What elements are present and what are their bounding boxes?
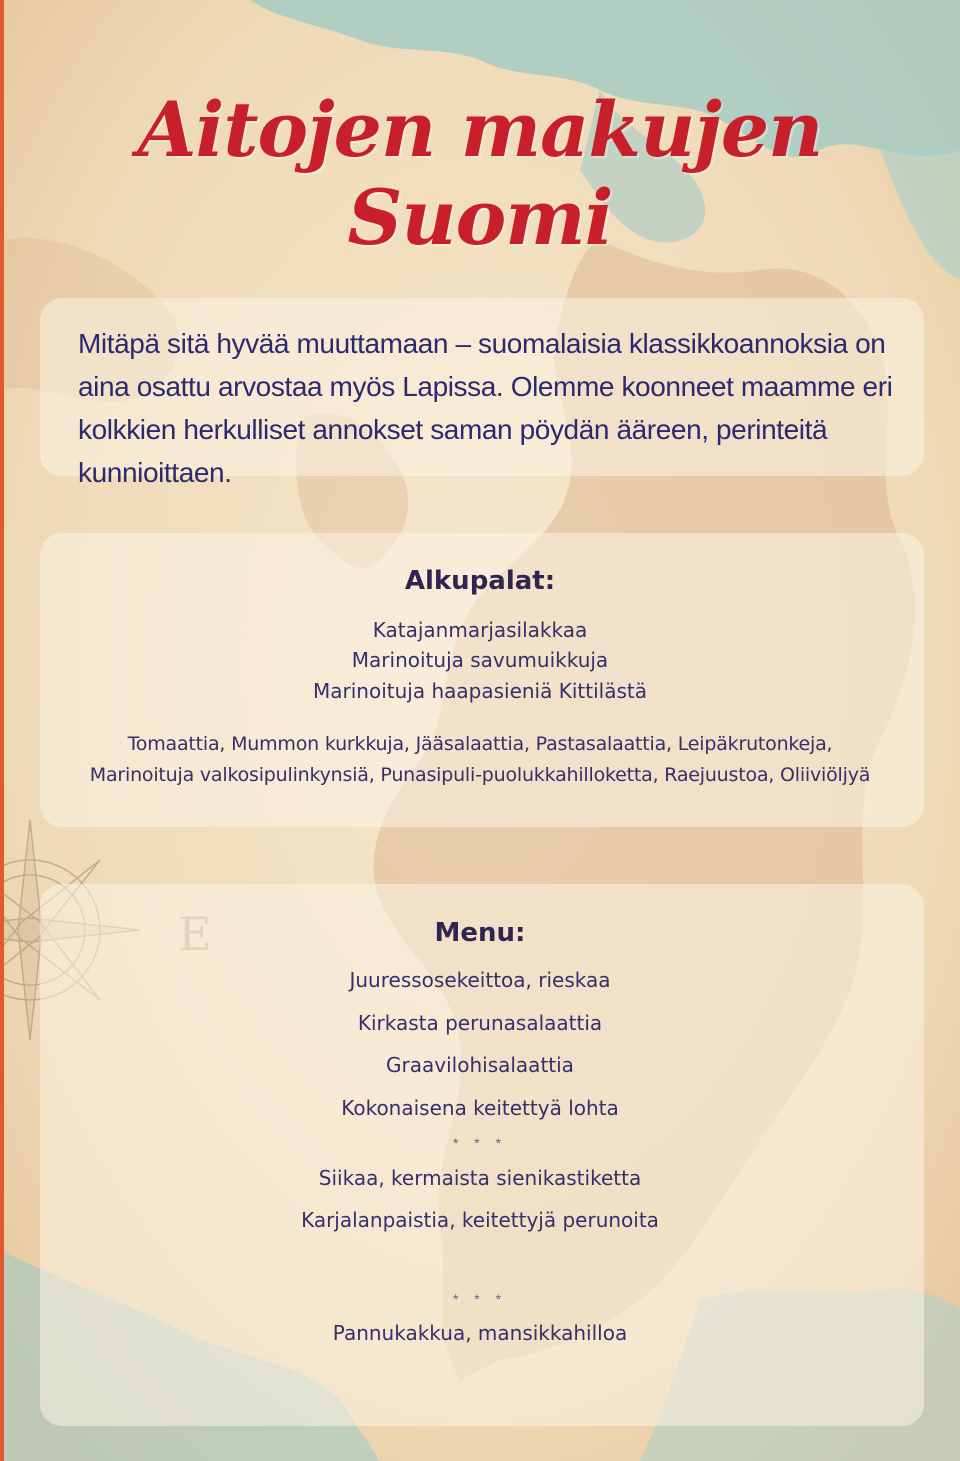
appetizer-sides-line-2: Marinoituja valkosipulinkynsiä, Punasipuli-puolukkahilloketta, Raejuustoa, Oliiviöljyä (89, 764, 871, 786)
appetizer-sides-line-1: Tomaattia, Mummon kurkkuja, Jääsalaattia, Pastasalaattia, Leipäkrutonkeja, (127, 733, 833, 755)
appetizer-item: Marinoituja savumuikkuja (351, 648, 609, 672)
menu-separator: * * * (452, 1291, 508, 1307)
menu-item: Karjalanpaistia, keitettyjä perunoita (301, 1208, 659, 1232)
page-title-line-2: Suomi (347, 173, 613, 262)
appetizer-item: Marinoituja haapasieniä Kittilästä (313, 679, 647, 703)
menu-item: Kokonaisena keitettyä lohta (341, 1096, 619, 1120)
intro-text: Mitäpä sitä hyvää muuttamaan – suomalaisia klassikkoannoksia on aina osattu arvostaa myös Lapissa. Olemme koonneet maamme eri kolkkien herkulliset annokset saman pöydän ääreen, perinteitä kunnioittaen. (78, 328, 893, 488)
appetizers-heading: Alkupalat: (404, 566, 556, 596)
menu-item: Graavilohisalaattia (386, 1053, 574, 1077)
menu-item: Juuressosekeittoa, rieskaa (349, 968, 611, 992)
menu-separator: * * * (452, 1135, 508, 1151)
menu-item: Siikaa, kermaista sienikastiketta (318, 1166, 642, 1190)
menu-heading: Menu: (434, 918, 526, 948)
menu-item: Kirkasta perunasalaattia (357, 1011, 603, 1035)
page-title-line-1: Aitojen makujen (137, 85, 823, 174)
menu-item: Pannukakkua, mansikkahilloa (332, 1321, 628, 1345)
appetizer-item: Katajanmarjasilakkaa (372, 618, 588, 642)
